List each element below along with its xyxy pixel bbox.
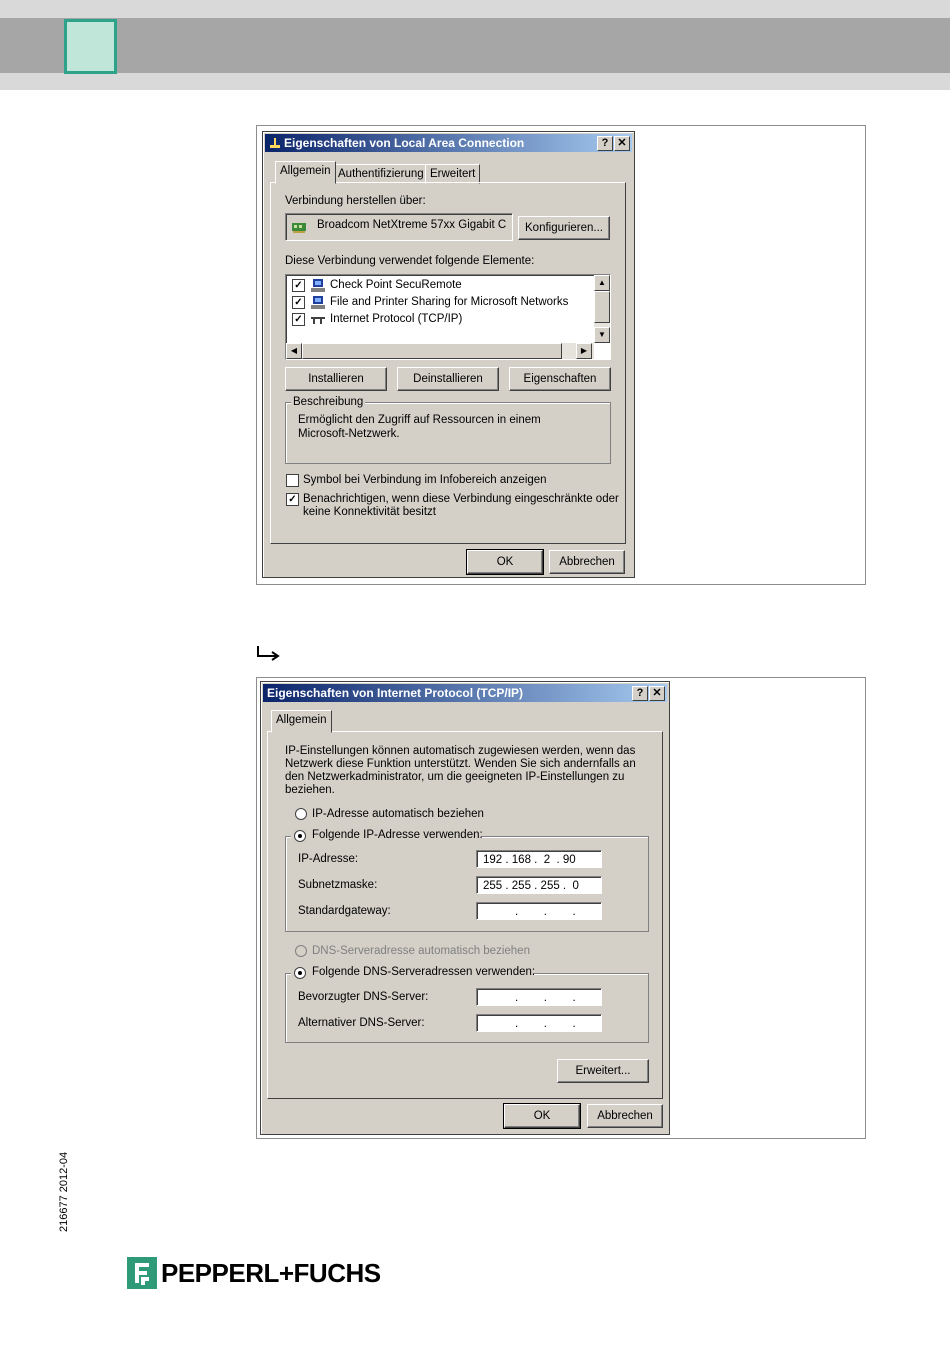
header-top-strip [0, 0, 950, 18]
tab-erweitert[interactable]: Erweitert [425, 164, 480, 184]
list-item-label: File and Printer Sharing for Microsoft Networks [330, 296, 569, 308]
elements-label: Diese Verbindung verwendet folgende Elemente: [285, 255, 535, 267]
close-button[interactable]: ✕ [614, 136, 630, 151]
preferred-dns-field[interactable]: . . . [476, 988, 602, 1006]
checkbox-tcpip[interactable]: ✓ [292, 313, 305, 326]
subnet-mask-field[interactable]: 255 . 255 . 255 . 0 [476, 876, 602, 894]
company-logo [127, 1256, 381, 1290]
intro-line-4: beziehen. [285, 784, 335, 796]
advanced-button[interactable]: Erweitert... [557, 1059, 649, 1083]
dialog-tcpip-properties [260, 681, 670, 1135]
description-text-2: Microsoft-Netzwerk. [298, 428, 400, 440]
intro-line-2: Netzwerk diese Funktion unterstützt. Wenden Sie sich andernfalls an [285, 758, 636, 770]
result-arrow-icon [256, 644, 282, 662]
dns1-label: Bevorzugter DNS-Server: [298, 991, 429, 1003]
install-button[interactable]: Installieren [285, 367, 387, 391]
radio-manual-ip-label: Folgende IP-Adresse verwenden: [312, 829, 483, 841]
radio-auto-dns-label: DNS-Serveradresse automatisch beziehen [312, 945, 530, 957]
list-item[interactable] [292, 278, 592, 294]
cancel-button[interactable]: Abbrechen [587, 1104, 663, 1128]
elements-list [285, 274, 611, 360]
radio-manual-dns-dot [298, 971, 302, 975]
checkbox-show-icon[interactable] [286, 474, 299, 487]
connect-label: Verbindung herstellen über: [285, 195, 426, 207]
adapter-box [285, 213, 513, 241]
tab-allgemein[interactable]: Allgemein [275, 161, 336, 184]
file-sharing-icon [310, 296, 326, 308]
ok-button[interactable]: OK [504, 1104, 580, 1128]
radio-auto-dns[interactable] [295, 945, 307, 957]
configure-button[interactable]: Konfigurieren... [518, 216, 610, 240]
dialog-lan-properties [262, 131, 635, 578]
scroll-thumb[interactable] [594, 291, 610, 323]
dns-group-title-wrap [291, 966, 536, 981]
checkbox-notify[interactable]: ✓ [286, 493, 299, 506]
dns2-label: Alternativer DNS-Server: [298, 1017, 425, 1029]
header-square-marker [64, 19, 117, 74]
scroll-up-icon[interactable]: ▲ [594, 275, 610, 291]
cancel-button[interactable]: Abbrechen [549, 550, 625, 574]
option-show-icon-label: Symbol bei Verbindung im Infobereich anzeigen [303, 474, 547, 486]
option-notify-label-2: keine Konnektivität besitzt [303, 506, 436, 518]
help-button[interactable]: ? [597, 136, 613, 151]
network-client-icon [310, 279, 326, 291]
close-button[interactable]: ✕ [649, 686, 665, 701]
scroll-left-icon[interactable]: ◀ [286, 343, 302, 359]
intro-line-1: IP-Einstellungen können automatisch zugewiesen werden, wenn das [285, 745, 636, 757]
checkbox-file-sharing[interactable]: ✓ [292, 296, 305, 309]
tab-authentifizierung[interactable]: Authentifizierung [333, 164, 429, 184]
logo-text: PEPPERL+FUCHS [161, 1257, 381, 1288]
network-card-icon [292, 221, 308, 233]
horizontal-scrollbar[interactable] [286, 343, 594, 359]
gateway-label: Standardgateway: [298, 905, 391, 917]
dialog-lan-titlebar[interactable] [265, 134, 632, 152]
radio-auto-ip[interactable] [295, 808, 307, 820]
radio-manual-dns-label: Folgende DNS-Serveradressen verwenden: [312, 966, 536, 978]
gateway-field[interactable]: . . . [476, 902, 602, 920]
ip-group-title-wrap [291, 829, 481, 844]
list-item[interactable] [292, 295, 592, 311]
header-band [0, 18, 950, 73]
tab-allgemein[interactable]: Allgemein [271, 710, 332, 733]
dns-group [285, 973, 649, 1043]
uninstall-button[interactable]: Deinstallieren [397, 367, 499, 391]
properties-button[interactable]: Eigenschaften [509, 367, 611, 391]
header-bottom-strip [0, 73, 950, 90]
protocol-icon [310, 314, 326, 326]
scroll-thumb-horizontal[interactable] [302, 343, 562, 359]
dialog-lan-title: Eigenschaften von Local Area Connection [284, 136, 525, 150]
intro-line-3: den Netzwerkadministrator, um die geeigneten IP-Einstellungen zu [285, 771, 625, 783]
vertical-scrollbar[interactable] [594, 275, 610, 343]
description-title: Beschreibung [293, 396, 364, 408]
help-button[interactable]: ? [632, 686, 648, 701]
option-notify-label-1: Benachrichtigen, wenn diese Verbindung eingeschränkte oder [303, 493, 619, 505]
subnet-label: Subnetzmaske: [298, 879, 378, 891]
list-item[interactable] [292, 312, 592, 328]
checkbox-securemote[interactable]: ✓ [292, 279, 305, 292]
scroll-down-icon[interactable]: ▼ [594, 327, 610, 343]
radio-manual-dns[interactable] [294, 967, 306, 979]
adapter-name: Broadcom NetXtreme 57xx Gigabit C [317, 219, 507, 231]
radio-manual-ip[interactable] [294, 830, 306, 842]
list-item-label: Internet Protocol (TCP/IP) [330, 313, 463, 325]
dialog-tcpip-titlebar[interactable] [263, 684, 667, 702]
alternate-dns-field[interactable]: . . . [476, 1014, 602, 1032]
ip-address-field[interactable]: 192 . 168 . 2 . 90 [476, 850, 602, 868]
list-item-label: Check Point SecuRemote [330, 279, 462, 291]
ip-label: IP-Adresse: [298, 853, 359, 865]
description-text-1: Ermöglicht den Zugriff auf Ressourcen in einem [298, 414, 541, 426]
document-number: 216677 2012-04 [58, 1151, 70, 1232]
network-icon [269, 136, 281, 148]
radio-auto-ip-label: IP-Adresse automatisch beziehen [312, 808, 484, 820]
logo-mark-icon [127, 1257, 157, 1289]
ok-button[interactable]: OK [467, 550, 543, 574]
dialog-tcpip-title: Eigenschaften von Internet Protocol (TCP/IP) [267, 686, 524, 700]
radio-manual-ip-dot [298, 834, 302, 838]
scroll-right-icon[interactable]: ▶ [576, 343, 592, 359]
